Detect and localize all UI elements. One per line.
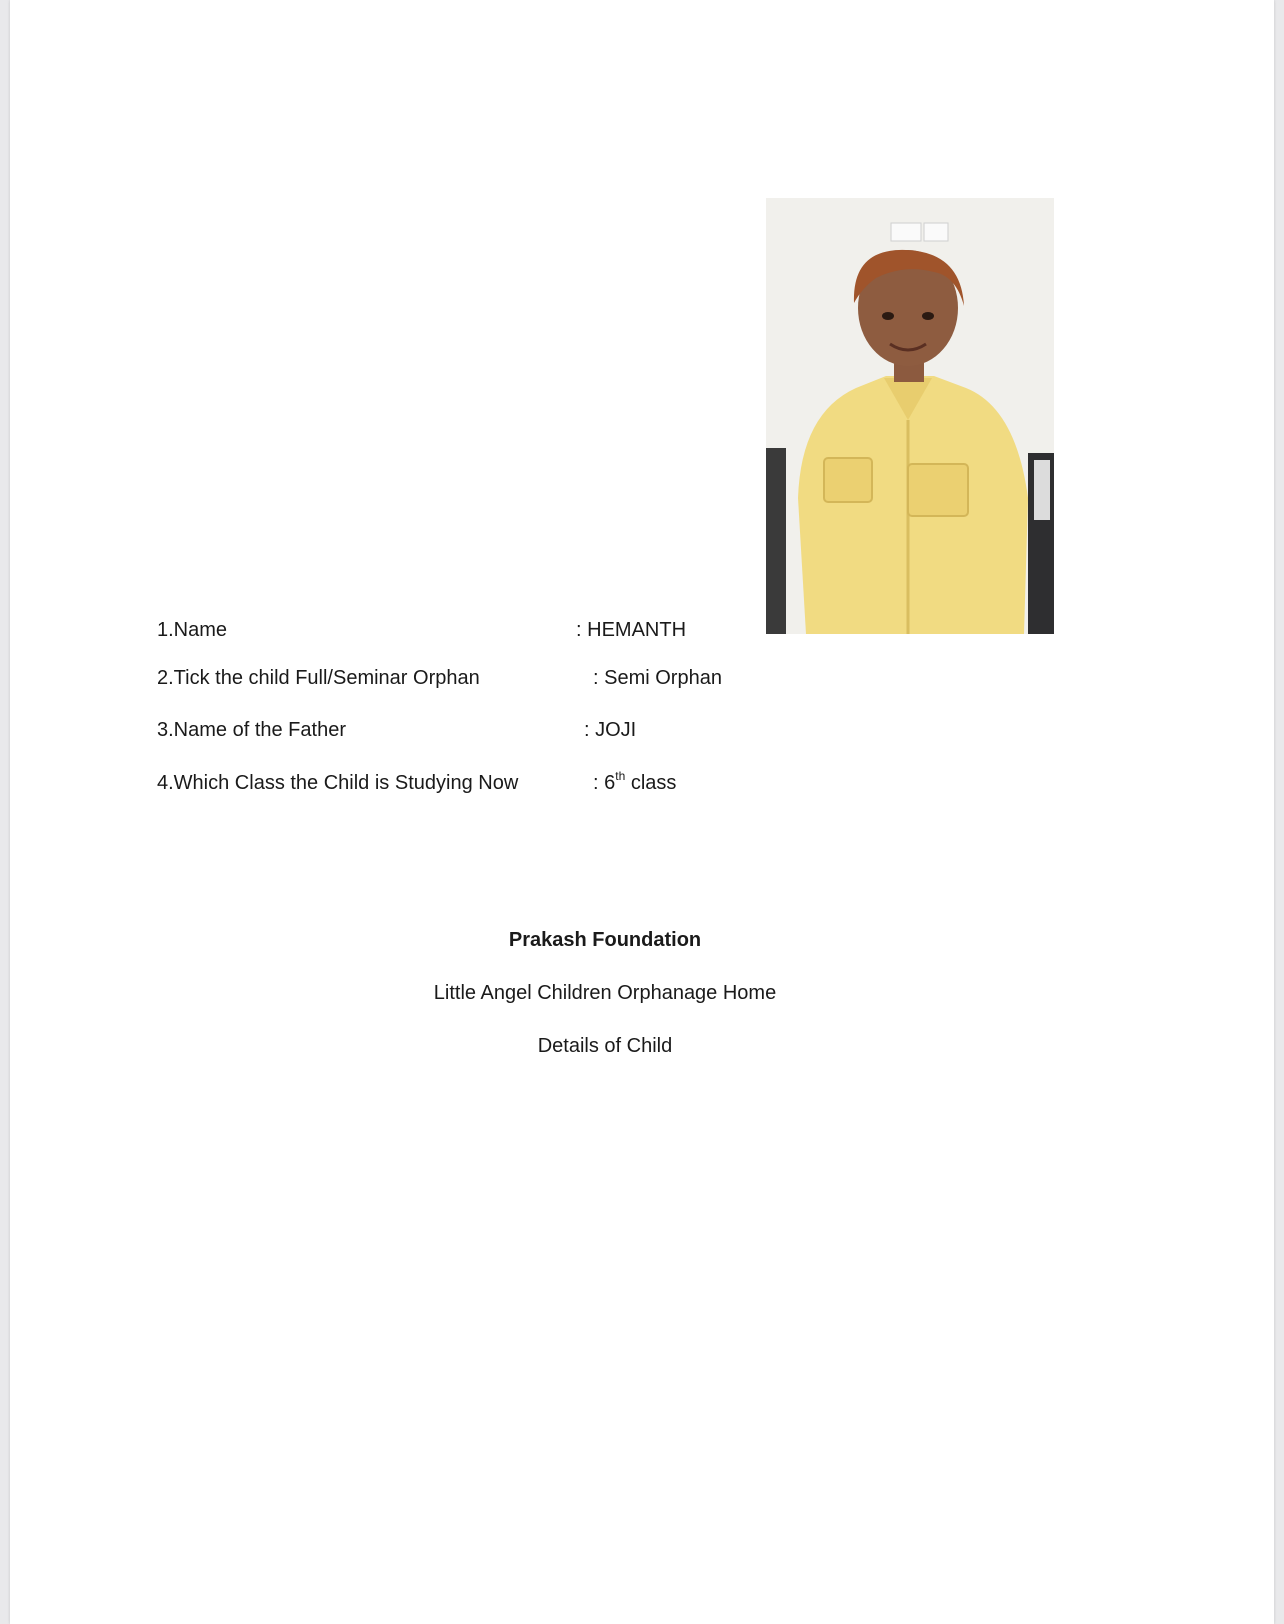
field-label: 1.Name bbox=[157, 619, 228, 641]
field-value: : JOJI bbox=[584, 719, 637, 741]
child-photo-icon bbox=[766, 198, 1054, 634]
field-label: 2.Tick the child Full/Seminar Orphan bbox=[157, 667, 480, 689]
document-subtitle: Details of Child bbox=[537, 1035, 673, 1057]
field-value: : HEMANTH bbox=[576, 619, 687, 641]
field-label: 3.Name of the Father bbox=[157, 719, 346, 741]
field-value: : Semi Orphan bbox=[593, 667, 722, 689]
field-value: : 6th class bbox=[593, 769, 677, 794]
child-photo bbox=[766, 198, 1054, 634]
orphanage-home-name: Little Angel Children Orphanage Home bbox=[433, 982, 777, 1004]
field-label: 4.Which Class the Child is Studying Now bbox=[157, 772, 519, 794]
document-page bbox=[10, 0, 1274, 1624]
organization-name: Prakash Foundation bbox=[508, 929, 702, 951]
